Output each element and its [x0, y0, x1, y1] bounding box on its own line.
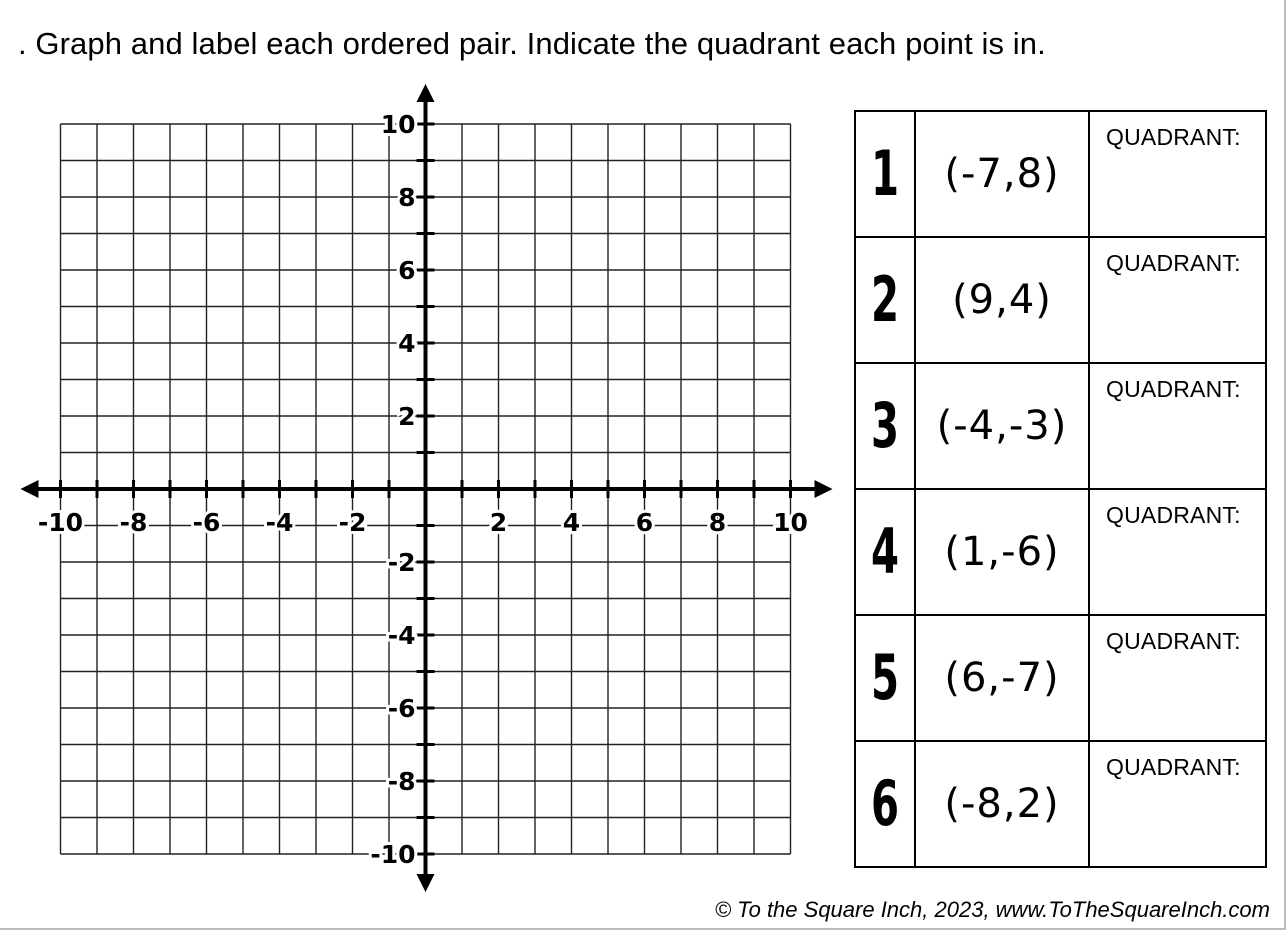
y-tick-label: 10: [380, 110, 416, 139]
x-tick-label: -10: [37, 508, 84, 537]
pair-number: 4: [866, 489, 905, 615]
y-tick-label: 8: [398, 183, 416, 212]
ordered-pair: (9,4): [915, 237, 1089, 363]
y-axis-arrow-up-icon: [417, 84, 435, 102]
pair-number: 2: [866, 237, 905, 363]
quadrant-answer-cell[interactable]: [1089, 741, 1266, 867]
table-row: [855, 237, 1266, 363]
quadrant-label: QUADRANT:: [1106, 124, 1241, 150]
y-tick-label: -8: [387, 767, 416, 796]
instruction-text: . Graph and label each ordered pair. Indicate the quadrant each point is in.: [18, 26, 1046, 61]
table-row: [855, 363, 1266, 489]
quadrant-answer-cell[interactable]: [1089, 237, 1266, 363]
pair-number: 1: [866, 111, 905, 237]
y-tick-label: 6: [398, 256, 416, 285]
y-tick-label: -6: [387, 694, 416, 723]
y-tick-label: 4: [398, 329, 416, 358]
table-row: [855, 615, 1266, 741]
table-row: [855, 111, 1266, 237]
x-tick-label: 6: [635, 508, 654, 537]
y-tick-label: 2: [398, 402, 416, 431]
y-axis-arrow-down-icon: [417, 874, 435, 892]
x-axis-arrow-left-icon: [21, 480, 39, 498]
ordered-pair: (-8,2): [915, 741, 1089, 867]
y-tick-label: -10: [370, 840, 416, 869]
ordered-pair: (-7,8): [915, 111, 1089, 237]
y-tick-label: -4: [387, 621, 416, 650]
x-tick-label: -8: [119, 508, 148, 537]
x-tick-label: 10: [773, 508, 808, 537]
table-row: [855, 489, 1266, 615]
quadrant-label: QUADRANT:: [1106, 502, 1241, 528]
quadrant-label: QUADRANT:: [1106, 628, 1241, 654]
x-tick-label: 8: [708, 508, 727, 537]
ordered-pairs-table: [854, 110, 1267, 868]
x-tick-label: -4: [265, 508, 294, 537]
quadrant-answer-cell[interactable]: [1089, 615, 1266, 741]
x-tick-label: 2: [489, 508, 508, 537]
x-tick-label: -2: [338, 508, 367, 537]
quadrant-label: QUADRANT:: [1106, 376, 1241, 402]
y-tick-label: -2: [387, 548, 416, 577]
quadrant-answer-cell[interactable]: [1089, 489, 1266, 615]
table-row: [855, 741, 1266, 867]
pair-number: 3: [866, 363, 905, 489]
pair-number: 6: [866, 741, 905, 867]
x-tick-label: 4: [562, 508, 581, 537]
ordered-pair: (1,-6): [915, 489, 1089, 615]
quadrant-label: QUADRANT:: [1106, 754, 1241, 780]
quadrant-answer-cell[interactable]: [1089, 363, 1266, 489]
quadrant-answer-cell[interactable]: [1089, 111, 1266, 237]
ordered-pair: (6,-7): [915, 615, 1089, 741]
x-tick-label: -6: [192, 508, 221, 537]
copyright-credit: © To the Square Inch, 2023, www.ToTheSquareInch.com: [714, 897, 1270, 922]
ordered-pair: (-4,-3): [915, 363, 1089, 489]
quadrant-label: QUADRANT:: [1106, 250, 1241, 276]
pair-number: 5: [866, 615, 905, 741]
x-axis-arrow-right-icon: [815, 480, 833, 498]
